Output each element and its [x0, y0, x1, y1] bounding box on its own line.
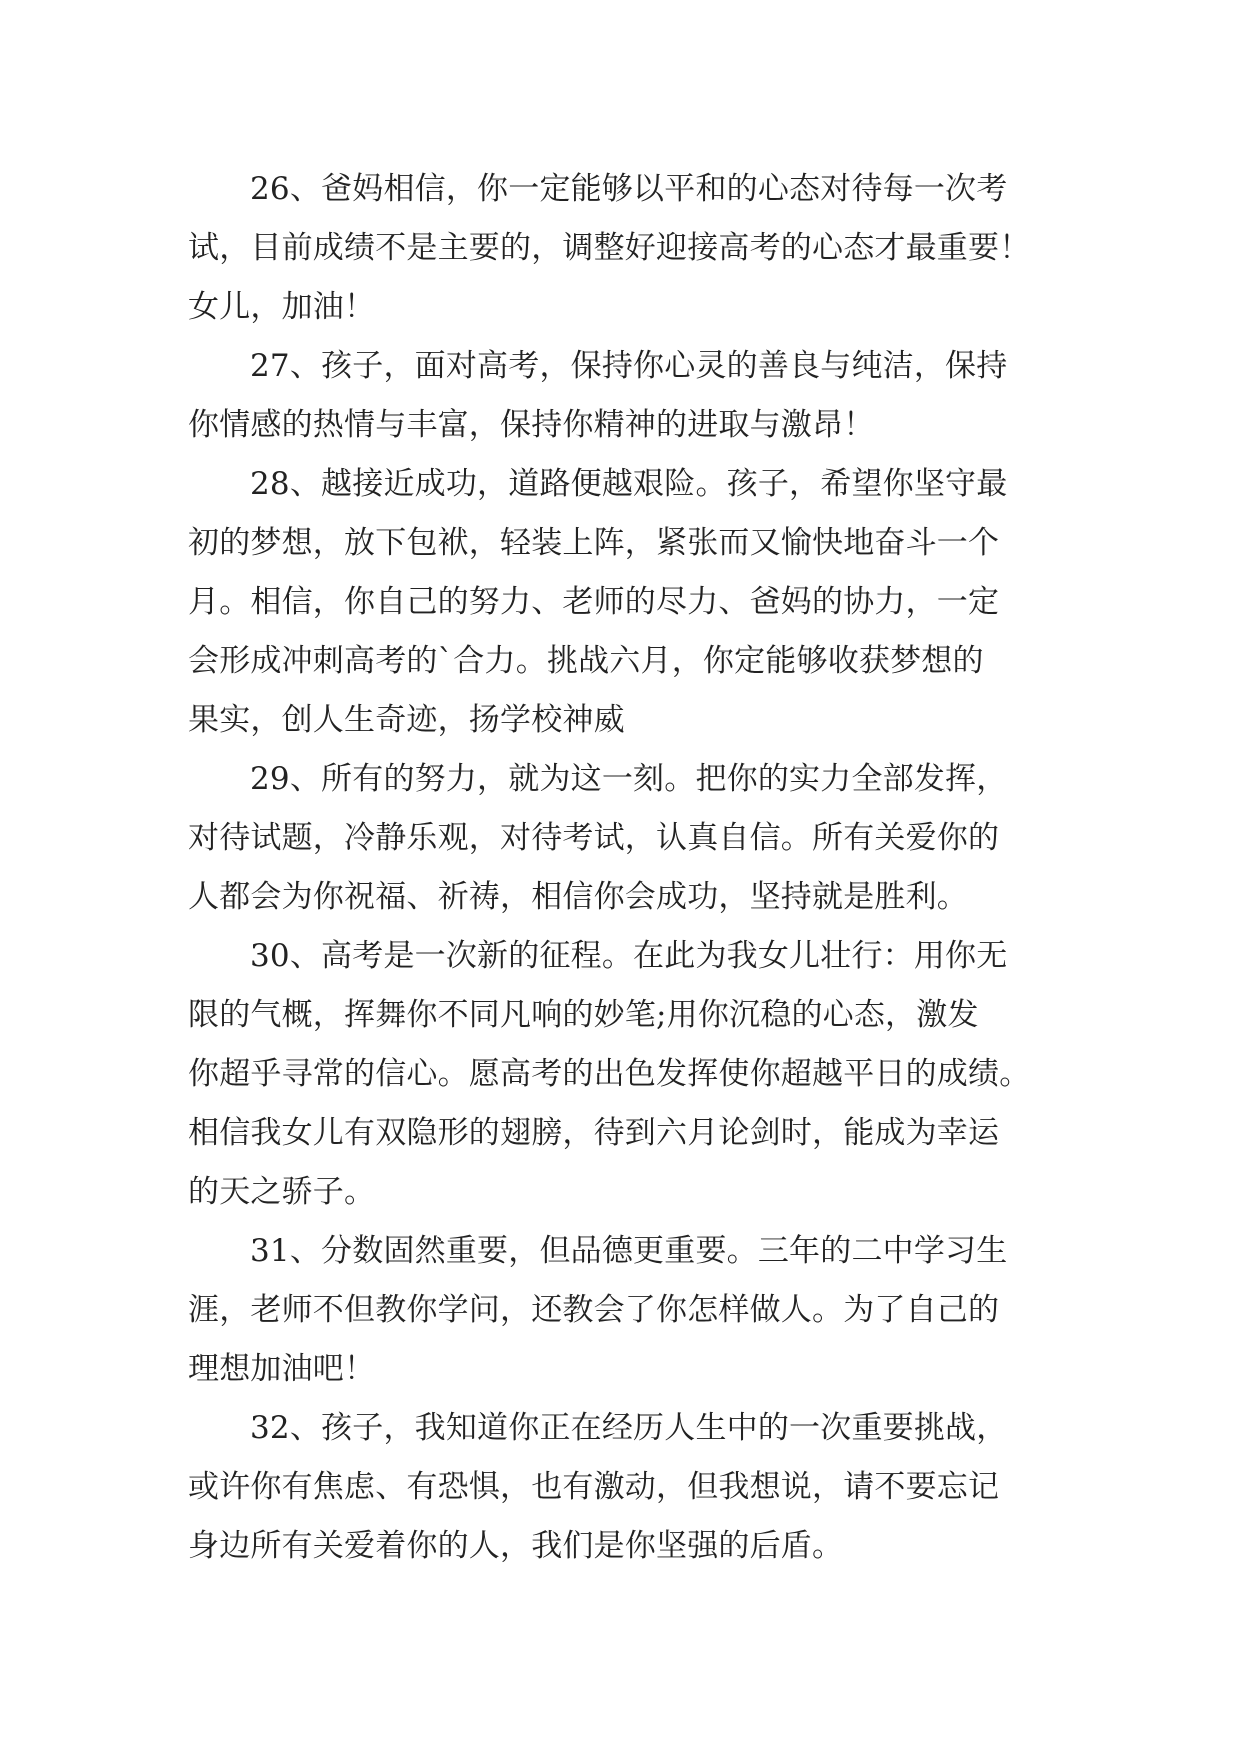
document-body: [188, 160, 1058, 1576]
paragraph-line: 或许你有焦虑、有恐惧，也有激动，但我想说，请不要忘记: [188, 1469, 1000, 1505]
paragraph-line: 相信我女儿有双隐形的翅膀，待到六月论剑时，能成为幸运: [188, 1115, 1000, 1151]
paragraph-26: [188, 160, 1058, 337]
paragraph-line: 对待试题，冷静乐观，对待考试，认真自信。所有关爱你的: [188, 820, 1000, 856]
paragraph-31: [188, 1222, 1058, 1399]
paragraph-27: [188, 337, 1058, 455]
paragraph-line: 初的梦想，放下包袱，轻装上阵，紧张而又愉快地奋斗一个: [188, 525, 1000, 561]
paragraph-line: 你情感的热情与丰富，保持你精神的进取与激昂！: [188, 407, 875, 443]
paragraph-line: 涯，老师不但教你学问，还教会了你怎样做人。为了自己的: [188, 1292, 1000, 1328]
paragraph-line: 32、孩子，我知道你正在经历人生中的一次重要挑战，: [250, 1410, 1008, 1446]
paragraph-line: 果实，创人生奇迹，扬学校神威: [188, 702, 625, 738]
paragraph-29: [188, 750, 1058, 927]
paragraph-line: 身边所有关爱着你的人，我们是你坚强的后盾。: [188, 1528, 844, 1564]
paragraph-line: 月。相信，你自己的努力、老师的尽力、爸妈的协力，一定: [188, 584, 1000, 620]
paragraph-line: 27、孩子，面对高考，保持你心灵的善良与纯洁，保持: [250, 348, 1008, 384]
paragraph-line: 女儿，加油！: [188, 289, 376, 325]
paragraph-line: 28、越接近成功，道路便越艰险。孩子，希望你坚守最: [250, 466, 1008, 502]
paragraph-line: 你超乎寻常的信心。愿高考的出色发挥使你超越平日的成绩。: [188, 1056, 1031, 1092]
paragraph-line: 30、高考是一次新的征程。在此为我女儿壮行：用你无: [250, 938, 1008, 974]
paragraph-32: [188, 1399, 1058, 1576]
paragraph-line: 29、所有的努力，就为这一刻。把你的实力全部发挥，: [250, 761, 1008, 797]
paragraph-line: 限的气概，挥舞你不同凡响的妙笔;用你沉稳的心态，激发: [188, 997, 979, 1033]
paragraph-line: 试，目前成绩不是主要的，调整好迎接高考的心态才最重要！: [188, 230, 1031, 266]
paragraph-line: 31、分数固然重要，但品德更重要。三年的二中学习生: [250, 1233, 1008, 1269]
paragraph-line: 人都会为你祝福、祈祷，相信你会成功，坚持就是胜利。: [188, 879, 968, 915]
paragraph-28: [188, 455, 1058, 750]
paragraph-line: 会形成冲刺高考的`合力。挑战六月，你定能够收获梦想的: [188, 643, 984, 679]
paragraph-30: [188, 927, 1058, 1222]
paragraph-line: 理想加油吧！: [188, 1351, 376, 1387]
paragraph-line: 26、爸妈相信，你一定能够以平和的心态对待每一次考: [250, 171, 1008, 207]
paragraph-line: 的天之骄子。: [188, 1174, 376, 1210]
